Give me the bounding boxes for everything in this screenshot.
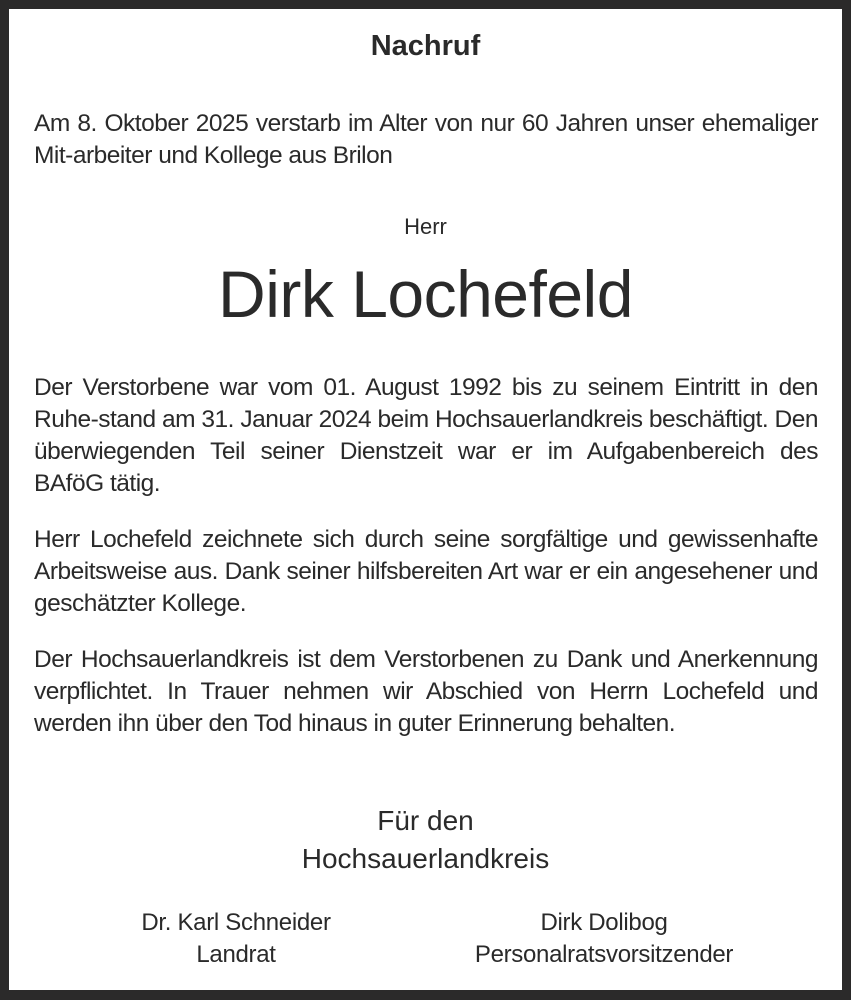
- deceased-name: Dirk Lochefeld: [218, 257, 633, 331]
- signatory-right: [434, 907, 774, 971]
- signatory-name: Dr. Karl Schneider: [141, 909, 331, 936]
- signatory-name: Dirk Dolibog: [540, 909, 668, 936]
- signatory-left: [66, 907, 406, 971]
- closing-line-1: Für den: [377, 805, 474, 836]
- signatory-role: Personalratsvorsitzender: [474, 941, 734, 968]
- closing-organization: Hochsauerlandkreis: [301, 843, 550, 874]
- intro-paragraph: Am 8. Oktober 2025 verstarb im Alter von nur 60 Jahren unser ehemaliger Mit-arbeiter und Kollege aus Brilon: [34, 110, 818, 169]
- gratitude-paragraph: Der Hochsauerlandkreis ist dem Verstorbenen zu Dank und Anerkennung verpflichtet. In Trauer nehmen wir Abschied von Herrn Lochefeld und werden ihn über den Tod hinaus in guter Erinnerung behalten.: [34, 646, 818, 737]
- character-paragraph: Herr Lochefeld zeichnete sich durch seine sorgfältige und gewissenhafte Arbeitsweise aus. Dank seiner hilfsbereiten Art war er ein angesehener und geschätzter Kollege.: [34, 526, 818, 617]
- salutation: Herr: [404, 214, 447, 239]
- signatory-role: Landrat: [196, 941, 276, 968]
- obituary-notice: [9, 9, 842, 990]
- closing-block: [9, 802, 842, 878]
- notice-heading: Nachruf: [370, 30, 481, 62]
- career-paragraph: Der Verstorbene war vom 01. August 1992 bis zu seinem Eintritt in den Ruhe-stand am 31. Januar 2024 beim Hochsauerlandkreis beschäftigt. Den überwiegenden Teil seiner Dienstzeit war er im Aufgabenbereich des BAföG tätig.: [34, 374, 818, 497]
